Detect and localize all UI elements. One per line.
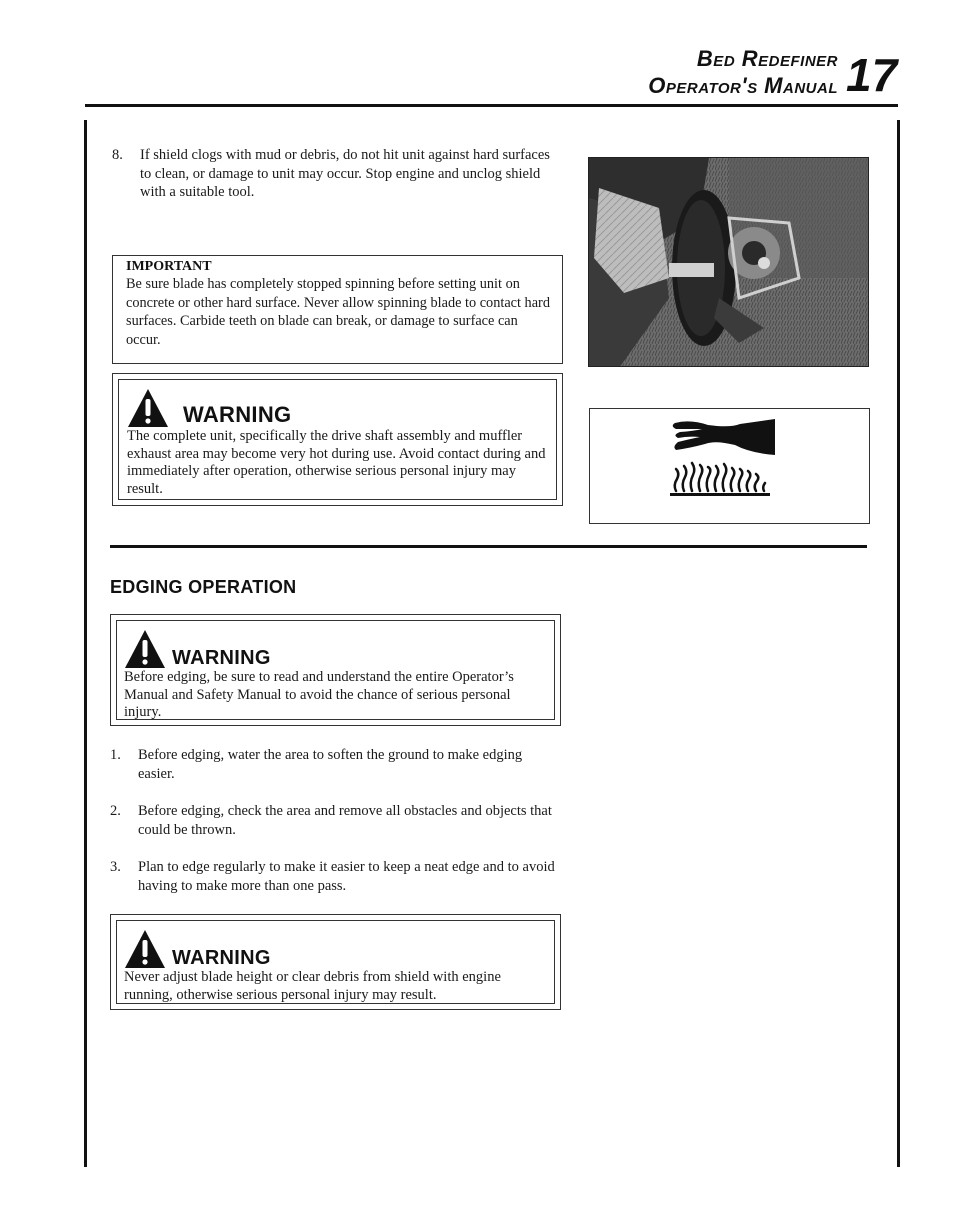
step-text: Before edging, water the area to soften the ground to make edging easier. (138, 747, 523, 782)
warning-text: Never adjust blade height or clear debris from shield with engine running, otherwise serious personal injury may result. (124, 969, 501, 1003)
warning-triangle-icon (127, 388, 169, 428)
step-8 (112, 146, 552, 206)
warning-triangle-icon (124, 929, 166, 969)
step-number: 3. (110, 859, 121, 875)
warning-triangle-icon (124, 629, 166, 669)
step-number: 1. (110, 747, 121, 763)
step-1 (110, 746, 560, 786)
important-text: Be sure blade has completely stopped spinning before setting unit on concrete or other hard surface. Never allow spinning blade to contact hard surfaces. Carbide teeth on blade can break, or damage to surface can occur. (126, 276, 550, 348)
step-number: 8. (112, 147, 123, 163)
hot-surface-icon-box (589, 408, 870, 524)
step-text: Before edging, check the area and remove all obstacles and objects that could be thrown. (138, 803, 552, 838)
warning-title: WARNING (183, 402, 292, 427)
step-3 (110, 858, 560, 898)
step-text: If shield clogs with mud or debris, do not hit unit against hard surfaces to clean, or damage to unit may occur. Stop engine and unclog shield with a suitable tool. (140, 147, 550, 200)
left-margin-rule (84, 120, 87, 1167)
header-rule (85, 104, 898, 107)
section-heading: EDGING OPERATION (110, 577, 297, 597)
warning-text: Before edging, be sure to read and understand the entire Operator’s Manual and Safety Manual to avoid the chance of serious personal injury. (124, 669, 514, 720)
manual-title-line1: Bed Redefiner (696, 46, 838, 71)
page-number: 17 (846, 49, 898, 101)
section-rule (110, 545, 867, 548)
warning-box-read-manual (110, 614, 561, 726)
warning-text: The complete unit, specifically the drive shaft assembly and muffler exhaust area may become very hot during use. Avoid contact during and immediately after operation, otherwise serious personal injury may result. (127, 428, 546, 497)
step-number: 2. (110, 803, 121, 819)
warning-title: WARNING (172, 947, 271, 969)
hot-surface-hand-icon (590, 409, 871, 525)
warning-title: WARNING (172, 647, 271, 669)
warning-box-hot-surface (112, 373, 563, 506)
edger-shield-photo (588, 157, 869, 367)
step-2 (110, 802, 560, 842)
right-margin-rule (897, 120, 900, 1167)
important-title: IMPORTANT (126, 259, 212, 274)
warning-box-blade-height (110, 914, 561, 1010)
step-text: Plan to edge regularly to make it easier to keep a neat edge and to avoid having to make more than one pass. (138, 859, 555, 894)
manual-title-line2: Operator's Manual (648, 73, 838, 98)
important-box (112, 255, 563, 364)
